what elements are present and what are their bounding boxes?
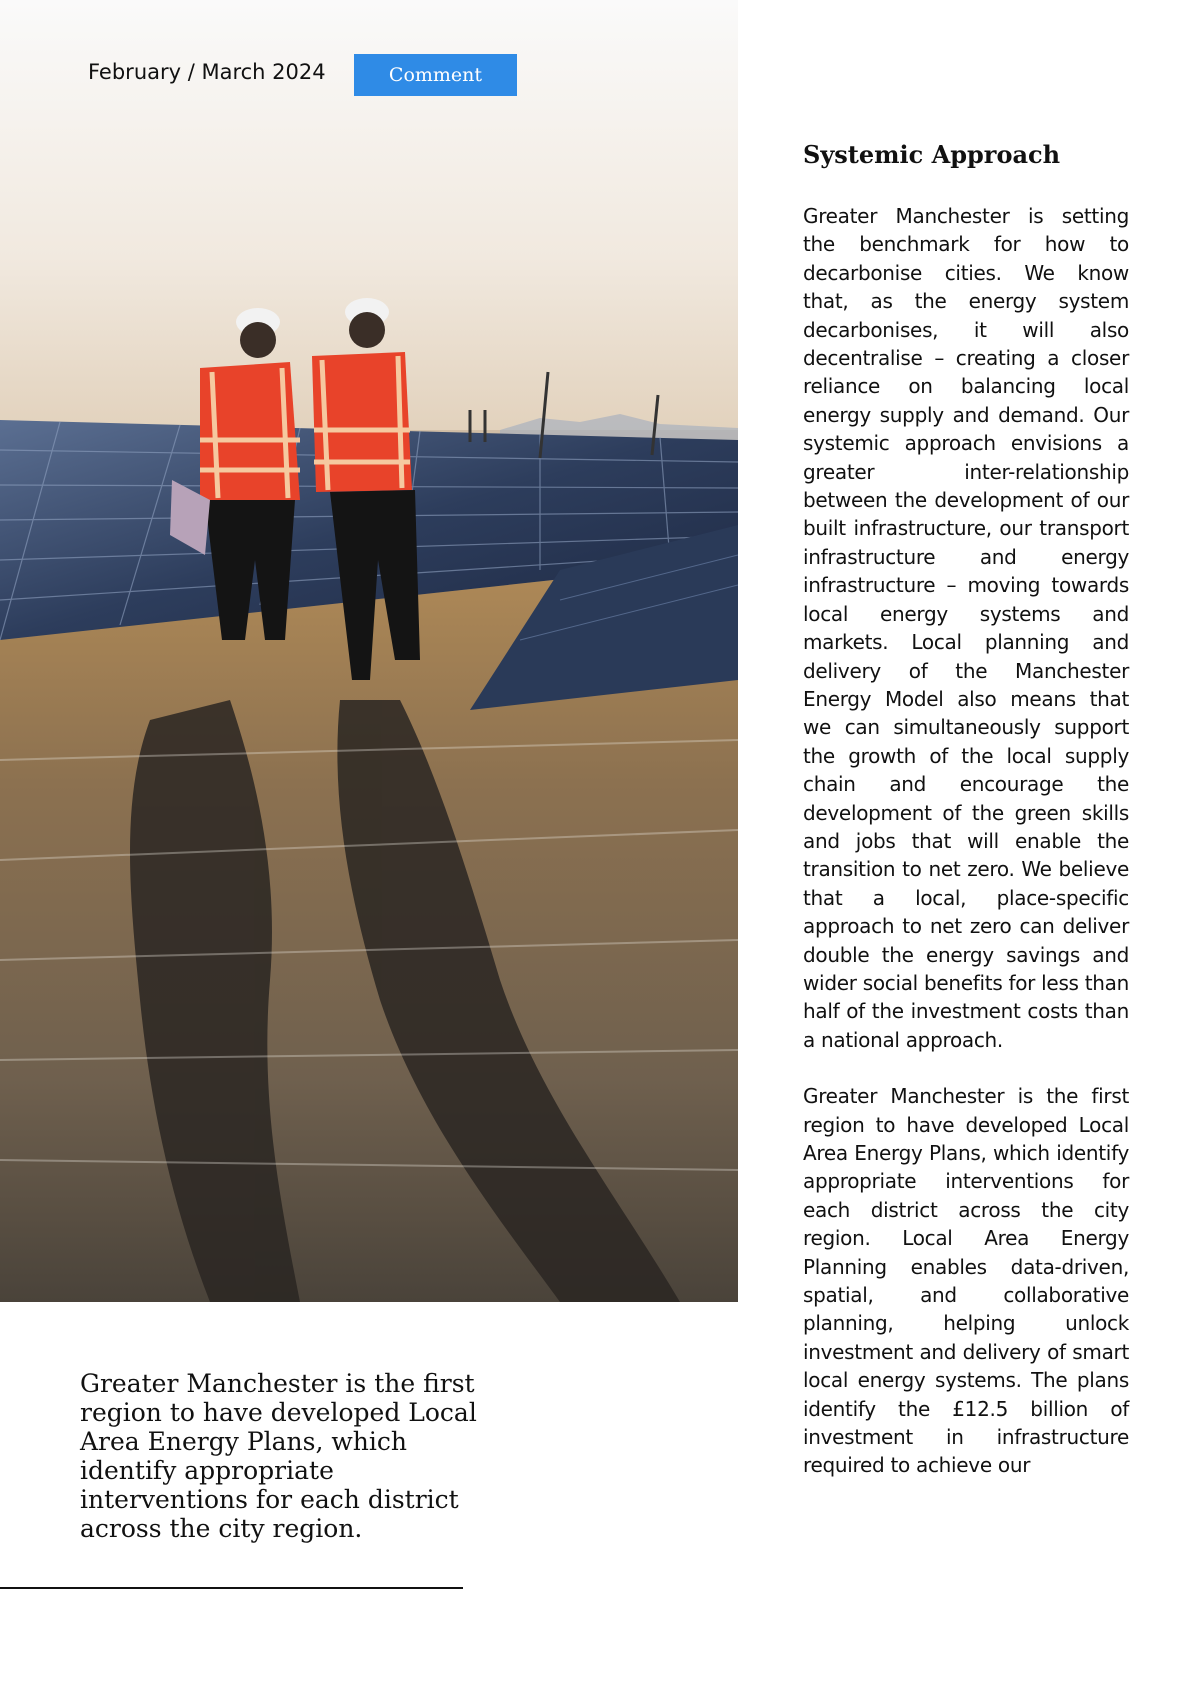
hero-photo <box>0 0 738 1302</box>
article-column <box>803 138 1129 1508</box>
section-heading: Systemic Approach <box>803 140 1061 169</box>
comment-tag-button[interactable]: Comment <box>354 54 517 96</box>
pull-quote-divider <box>0 1587 463 1589</box>
article-paragraph-1: Greater Manchester is setting the benchmark for how to decarbonise cities. We know that, as the energy system decarbonises, it will also decentralise – creating a closer reliance on balancing local energy supply and demand. Our systemic approach envisions a greater inter-relationship between the development of our built infrastructure, our transport infrastructure and energy infrastructure – moving towards local energy systems and markets. Local planning and delivery of the Manchester Energy Model also means that we can simultaneously support the growth of the local supply chain and encourage the development of the green skills and jobs that will enable the transition to net zero. We believe that a local, place-specific approach to net zero can deliver double the energy savings and wider social benefits for less than half of the investment costs than a national approach. <box>803 204 1129 1052</box>
pull-quote: Greater Manchester is the first region to have developed Local Area Energy Plans, which identify appropriate interventions for each district across the city region. <box>80 1369 477 1543</box>
solar-roof-illustration <box>0 0 738 1302</box>
article-paragraph-2: Greater Manchester is the first region to have developed Local Area Energy Plans, which identify appropriate interventions for each district across the city region. Local Area Energy Planning enables data-driven, spatial, and collaborative planning, helping unlock investment and delivery of smart local energy systems. The plans identify the £12.5 billion of investment in infrastructure required to achieve our <box>803 1084 1129 1478</box>
issue-dateline: February / March 2024 <box>88 60 326 84</box>
